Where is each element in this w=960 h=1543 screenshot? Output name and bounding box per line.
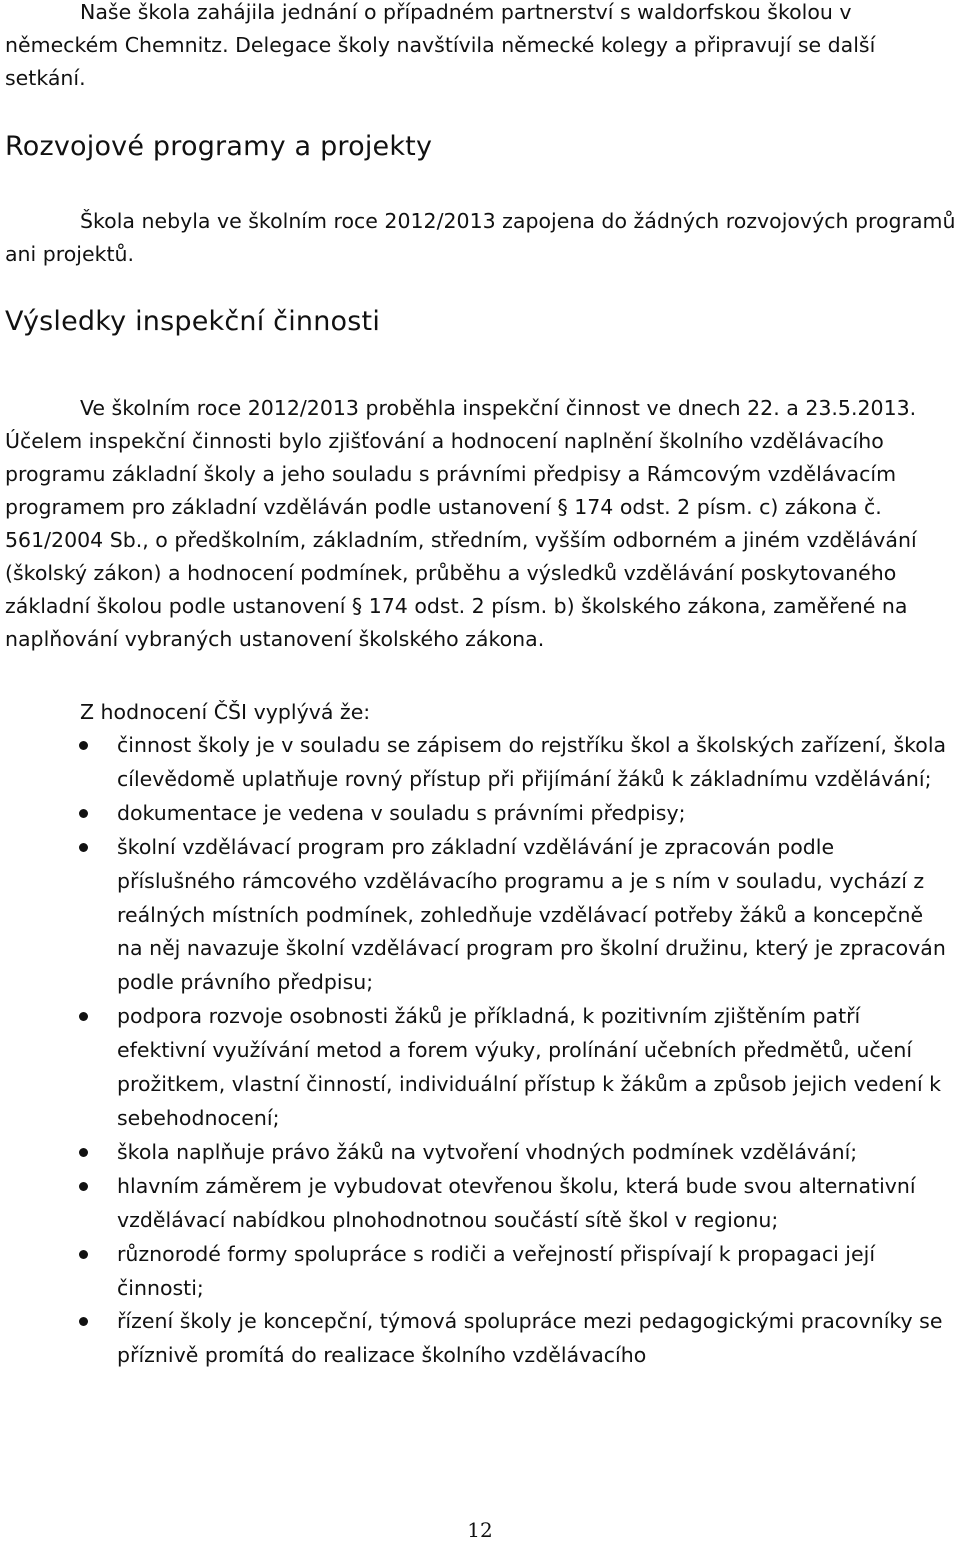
list-item: řízení školy je koncepční, týmová spolupráce mezi pedagogickými pracovníky se příznivě promítá do realizace školního vzdělávacího [0, 1305, 955, 1373]
inspection-paragraph: Ve školním roce 2012/2013 proběhla inspekční činnost ve dnech 22. a 23.5.2013. Účelem inspekční činnosti bylo zjišťování a hodnocení naplnění školního vzdělávacího programu základní školy a jeho souladu s právními předpisy a Rámcovým vzdělávacím programem pro základní vzděláván podle ustanovení § 174 odst. 2 písm. c) zákona č. 561/2004 Sb., o předškolním, základním, středním, vyšším odborném a jiném vzdělávání (školský zákon) a hodnocení podmínek, průběhu a výsledků vzdělávání poskytovaného základní školou podle ustanovení § 174 odst. 2 písm. b) školského zákona, zaměřené na naplňování vybraných ustanovení školského zákona. [5, 396, 917, 651]
bullet-icon [79, 809, 88, 818]
intro-paragraph: Naše škola zahájila jednání o případném partnerství s waldorfskou školou v německém Chemnitz. Delegace školy navštívila německé kolegy a připravují se další setkání. [5, 0, 876, 90]
list-item: dokumentace je vedena v souladu s právními předpisy; [0, 797, 955, 831]
bullet-icon [79, 1317, 88, 1326]
programs-paragraph: Škola nebyla ve školním roce 2012/2013 zapojena do žádných rozvojových programů ani projektů. [5, 209, 956, 266]
list-item: škola naplňuje právo žáků na vytvoření vhodných podmínek vzdělávání; [0, 1136, 955, 1170]
findings-list [0, 729, 955, 1373]
list-item: hlavním záměrem je vybudovat otevřenou školu, která bude svou alternativní vzdělávací nabídkou plnohodnotnou součástí sítě škol v regionu; [0, 1170, 955, 1238]
bullet-icon [79, 1148, 88, 1157]
page-number: 12 [467, 1518, 493, 1542]
bullet-icon [79, 1012, 88, 1021]
list-item: činnost školy je v souladu se zápisem do rejstříku škol a školských zařízení, škola cílevědomě uplatňuje rovný přístup při přijímání žáků k základnímu vzdělávání; [0, 729, 955, 797]
bullet-icon [79, 843, 88, 852]
heading-programs: Rozvojové programy a projekty [5, 131, 433, 162]
findings-intro: Z hodnocení ČŠI vyplývá že: [80, 700, 371, 724]
bullet-icon [79, 1182, 88, 1191]
heading-inspection: Výsledky inspekční činnosti [5, 306, 381, 337]
list-item: podpora rozvoje osobnosti žáků je příkladná, k pozitivním zjištěním patří efektivní využívání metod a forem výuky, prolínání učebních předmětů, učení prožitkem, vlastní činností, individuální přístup k žákům a způsob jejich vedení k sebehodnocení; [0, 1000, 955, 1136]
bullet-icon [79, 1250, 88, 1259]
list-item: školní vzdělávací program pro základní vzdělávání je zpracován podle příslušného rámcového vzdělávacího programu a je s ním v souladu, vychází z reálných místních podmínek, zohledňuje vzdělávací potřeby žáků a koncepčně na něj navazuje školní vzdělávací program pro školní družinu, který je zpracován podle právního předpisu; [0, 831, 955, 1001]
bullet-icon [79, 741, 88, 750]
list-item: různorodé formy spolupráce s rodiči a veřejností přispívají k propagaci její činnosti; [0, 1238, 955, 1306]
